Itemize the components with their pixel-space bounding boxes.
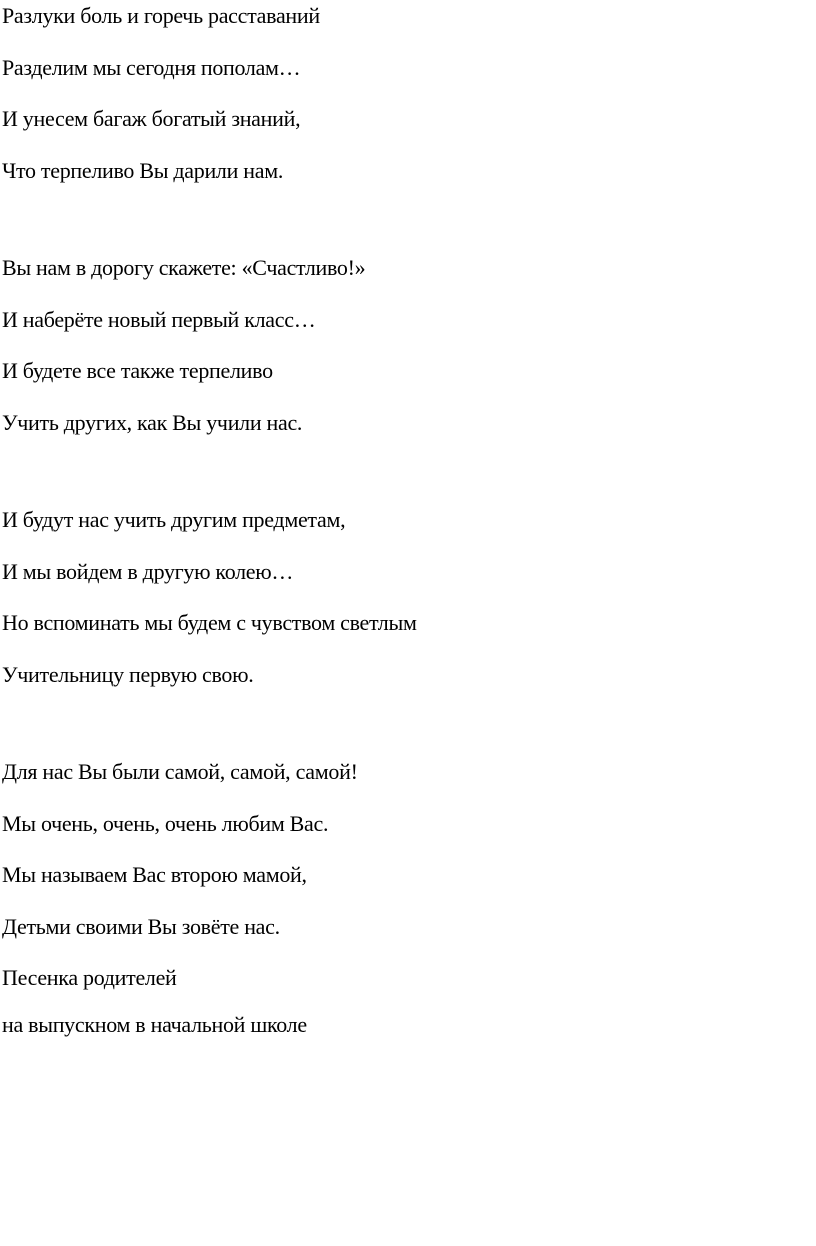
poem-line: Разлуки боль и горечь расставаний — [2, 3, 320, 28]
poem-line: И будете все также терпеливо — [2, 358, 273, 383]
poem-caption — [2, 962, 417, 1056]
poem-line: Для нас Вы были самой, самой, самой! — [2, 759, 358, 784]
poem-line: И будут нас учить другим предметам, — [2, 507, 346, 532]
caption-line: на выпускном в начальной школе — [2, 1012, 307, 1037]
poem-line: Мы очень, очень, очень любим Вас. — [2, 810, 329, 836]
poem-line: Учительницу первую свою. — [2, 661, 254, 687]
stanza-3 — [2, 504, 417, 710]
poem-line: Детьми своими Вы зовёте нас. — [2, 913, 280, 939]
poem-line: Разделим мы сегодня пополам… — [2, 54, 301, 80]
stanza-1 — [2, 0, 417, 206]
poem-line: Но вспоминать мы будем с чувством светлым — [2, 610, 417, 635]
stanza-gap — [2, 710, 417, 756]
stanza-2 — [2, 252, 417, 458]
stanza-gap — [2, 458, 417, 504]
poem-line: Вы нам в дорогу скажете: «Счастливо!» — [2, 255, 366, 280]
poem-line: Учить других, как Вы учили нас. — [2, 409, 303, 435]
poem-line: Мы называем Вас второю мамой, — [2, 862, 307, 887]
caption-line: Песенка родителей — [2, 965, 177, 990]
poem — [2, 0, 417, 1056]
stanza-4 — [2, 756, 417, 962]
poem-line: И унесем багаж богатый знаний, — [2, 106, 301, 131]
poem-line: Что терпеливо Вы дарили нам. — [2, 157, 284, 183]
poem-line: И наберёте новый первый класс… — [2, 306, 316, 332]
stanza-gap — [2, 206, 417, 252]
poem-line: И мы войдем в другую колею… — [2, 558, 294, 584]
